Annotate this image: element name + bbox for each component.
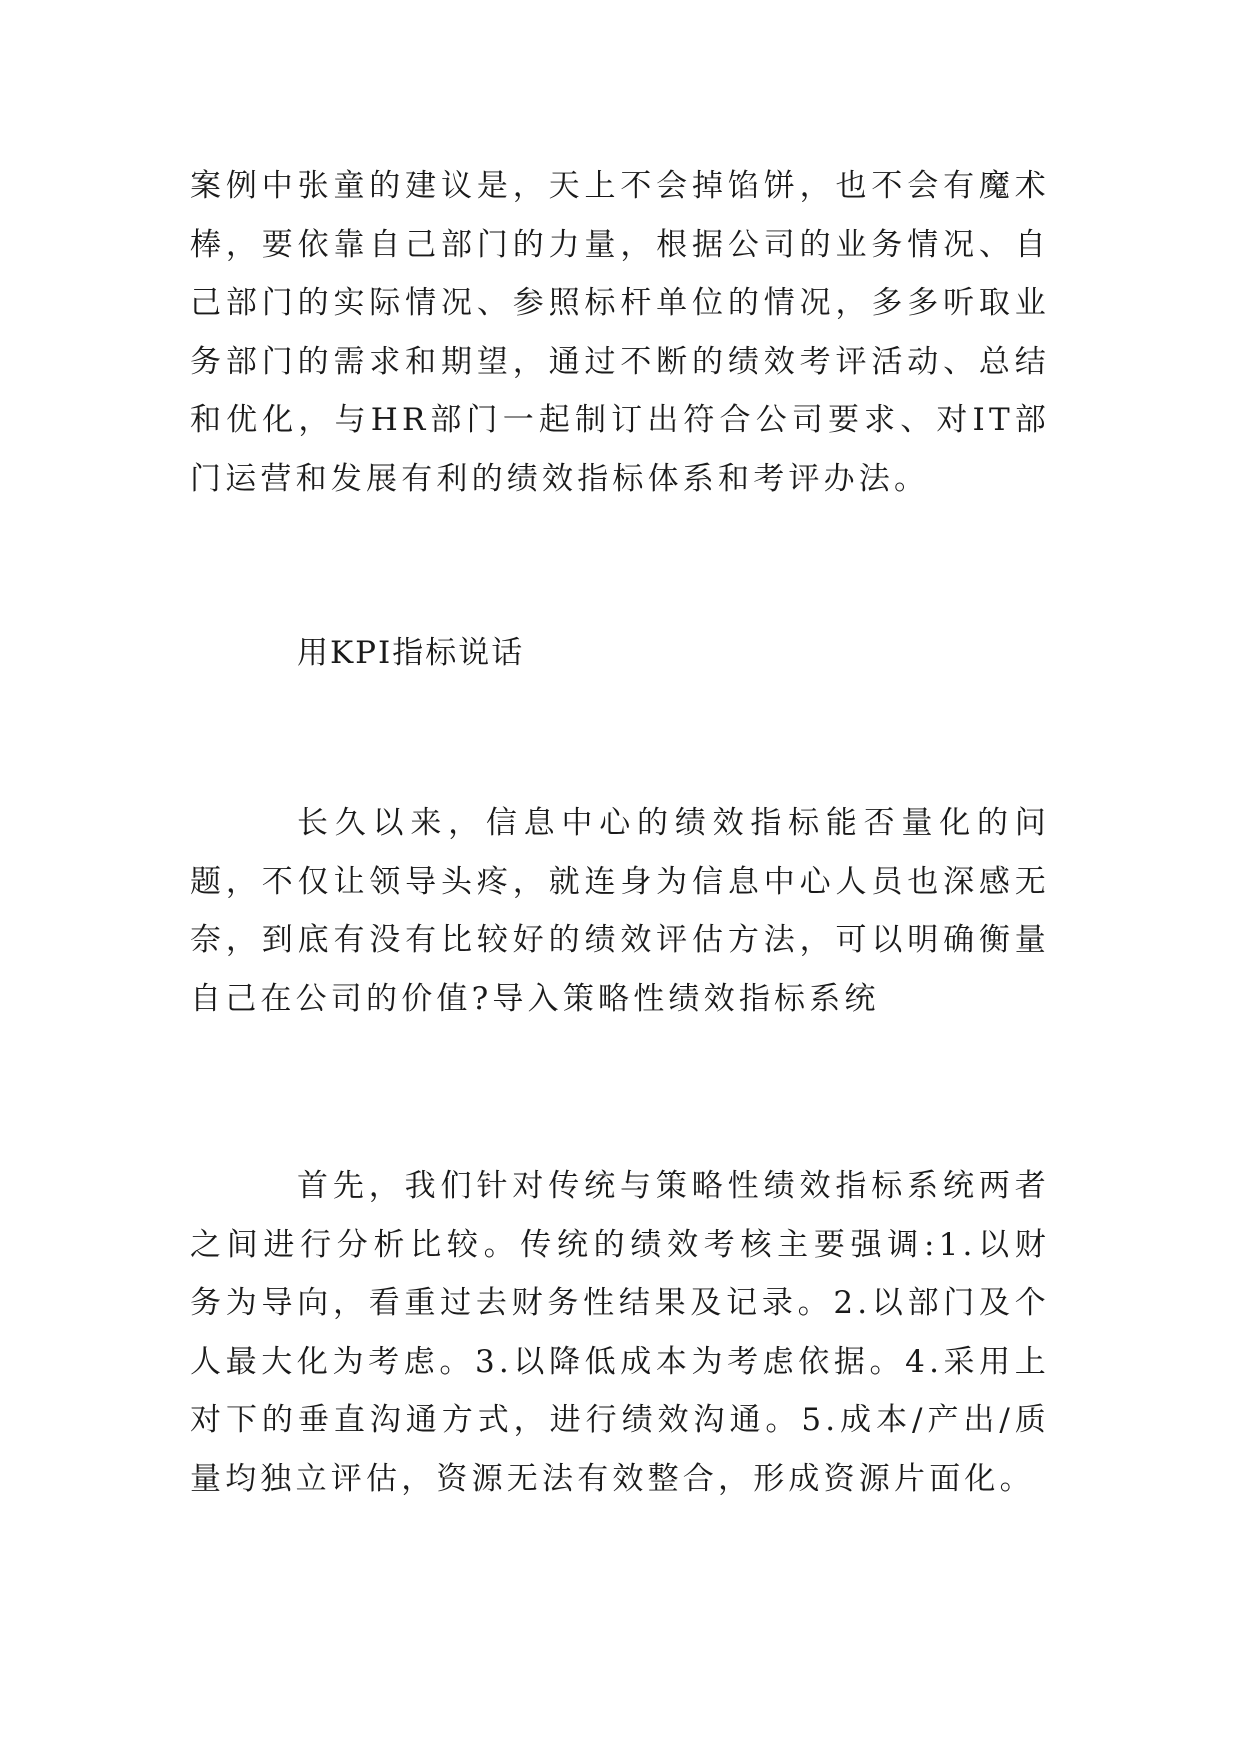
paragraph-it-advice: 案例中张童的建议是，天上不会掉馅饼，也不会有魔术棒，要依靠自己部门的力量，根据公司的业务情况、自己部门的实际情况、参照标杆单位的情况，多多听取业务部门的需求和期望，通过不断的绩效考评活动、总结和优化，与HR部门一起制订出符合公司要求、对IT部门运营和发展有利的绩效指标体系和考评办法。 <box>190 168 1050 497</box>
section-heading-kpi: 用KPI指标说话 <box>297 635 525 671</box>
paragraph-kpi-intro: 长久以来，信息中心的绩效指标能否量化的问题，不仅让领导头疼，就连身为信息中心人员也深感无奈，到底有没有比较好的绩效评估方法，可以明确衡量自己在公司的价值?导入策略性绩效指标系统 <box>190 805 1050 1017</box>
paragraph-traditional-vs-strategic: 首先，我们针对传统与策略性绩效指标系统两者之间进行分析比较。传统的绩效考核主要强调:1.以财务为导向，看重过去财务性结果及记录。2.以部门及个人最大化为考虑。3.以降低成本为考虑依据。4.采用上对下的垂直沟通方式，进行绩效沟通。5.成本/产出/质量均独立评估，资源无法有效整合，形成资源片面化。 <box>190 1168 1050 1497</box>
